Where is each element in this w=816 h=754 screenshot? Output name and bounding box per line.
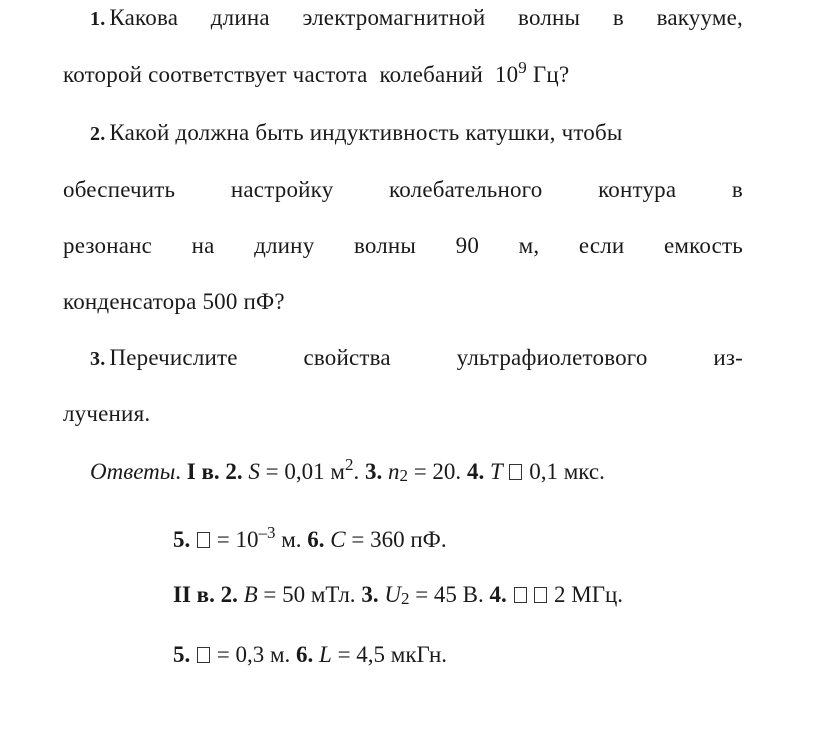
q1-word: вакууме, xyxy=(656,5,743,30)
missing-glyph-icon xyxy=(534,587,547,603)
answer-number: 3. xyxy=(361,582,379,607)
q3-word: Перечислите xyxy=(109,345,238,370)
answer-value: = 50 мТл. xyxy=(257,582,356,607)
q2-word: резонанс xyxy=(63,233,153,258)
q1-exponent: 9 xyxy=(518,58,527,77)
answer-number: 4. xyxy=(489,582,507,607)
q2-line4-text: конденсатора 500 пФ? xyxy=(63,289,285,314)
missing-glyph-icon xyxy=(197,532,210,548)
q2-word: 90 xyxy=(455,233,480,258)
answer-value: = 360 пФ. xyxy=(345,527,447,552)
answer-value: 2 МГц. xyxy=(548,582,624,607)
missing-glyph-icon xyxy=(509,464,522,480)
q2-word: волны xyxy=(353,233,417,258)
q2-word: на xyxy=(191,233,215,258)
answer-number: 3. xyxy=(364,459,383,484)
answer-value: = 45 В. xyxy=(409,582,484,607)
symbol-n: n xyxy=(387,459,400,484)
exponent: 2 xyxy=(344,455,354,474)
q1-line1 xyxy=(90,3,743,34)
q2-line1 xyxy=(90,118,743,149)
answer-number: 2. xyxy=(225,459,243,484)
answer-number: 2. xyxy=(220,582,238,607)
q2-word: настройку xyxy=(230,177,334,202)
variant-label: I в. xyxy=(186,459,220,484)
symbol-U: U xyxy=(384,582,401,607)
q1-number: 1. xyxy=(90,8,106,30)
answers-line1: Ответы. I в. 2. S = 0,01 $м^2$. 3. $n_2 = 20$. 4. T 0,1 мкс. xyxy=(90,455,605,485)
symbol-T: T xyxy=(489,459,503,484)
q1-line2-text: которой соответствует частота колебаний 10 xyxy=(63,62,519,87)
answer-number: 5. xyxy=(173,642,191,667)
q2-word: колебательного xyxy=(389,177,543,202)
q1-line2 xyxy=(63,60,743,90)
q2-word: емкость xyxy=(663,233,743,258)
q3-word: ультрафиолетового xyxy=(456,345,648,370)
q2-word: м, xyxy=(518,233,540,258)
exponent: –3 xyxy=(258,523,276,542)
q3-word: из- xyxy=(713,345,743,370)
q2-line4 xyxy=(63,287,743,317)
subscript: 2 xyxy=(399,466,408,485)
q2-word: если xyxy=(578,233,625,258)
q1-word: электромагнитной xyxy=(302,5,486,30)
q3-number: 3. xyxy=(90,348,106,370)
answer-value: = 10 xyxy=(211,527,259,552)
q1-word: Какова xyxy=(109,5,179,30)
symbol-C: C xyxy=(330,527,346,552)
answers-line2 xyxy=(173,525,447,555)
q1-word: длина xyxy=(210,5,270,30)
q1-line2-end: Гц? xyxy=(526,62,570,87)
answer-number: 6. xyxy=(307,527,325,552)
q2-word: контура xyxy=(598,177,677,202)
answer-number: 4. xyxy=(466,459,485,484)
q2-word: в xyxy=(731,177,743,202)
symbol-B: B xyxy=(243,582,258,607)
answer-value: = 4,5 мкГн. xyxy=(331,642,448,667)
q1-word: в xyxy=(612,5,624,30)
symbol-L: L xyxy=(319,642,332,667)
q3-line1 xyxy=(90,343,743,374)
unit: м. xyxy=(275,527,302,552)
answers-label: Ответы xyxy=(90,459,176,484)
q2-line1-text: Какой должна быть индуктивность катушки, чтобы xyxy=(109,120,623,145)
answer-value: = 0,3 м. xyxy=(211,642,291,667)
missing-glyph-icon xyxy=(514,587,527,603)
q3-word: свойства xyxy=(303,345,391,370)
q1-word: волны xyxy=(518,5,581,30)
answer-number: 6. xyxy=(296,642,314,667)
answer-number: 5. xyxy=(173,527,191,552)
q2-line3 xyxy=(63,231,743,261)
q2-word: длину xyxy=(254,233,315,258)
q3-line2-text: лучения. xyxy=(63,401,151,426)
subscript: 2 xyxy=(400,589,410,608)
answer-value: = 0,01 м xyxy=(259,459,345,484)
variant-label: II в. xyxy=(173,582,215,607)
answers-line3 xyxy=(173,580,623,610)
missing-glyph-icon xyxy=(197,647,210,663)
answer-value: = 20. xyxy=(407,459,462,484)
q2-word: обеспечить xyxy=(63,177,176,202)
answers-line4 xyxy=(173,640,447,670)
q2-number: 2. xyxy=(90,123,106,145)
q2-line2 xyxy=(63,175,743,205)
period: . xyxy=(353,459,360,484)
answer-value: 0,1 мкс. xyxy=(523,459,605,484)
symbol-S: S xyxy=(248,459,260,484)
q3-line2 xyxy=(63,399,743,429)
